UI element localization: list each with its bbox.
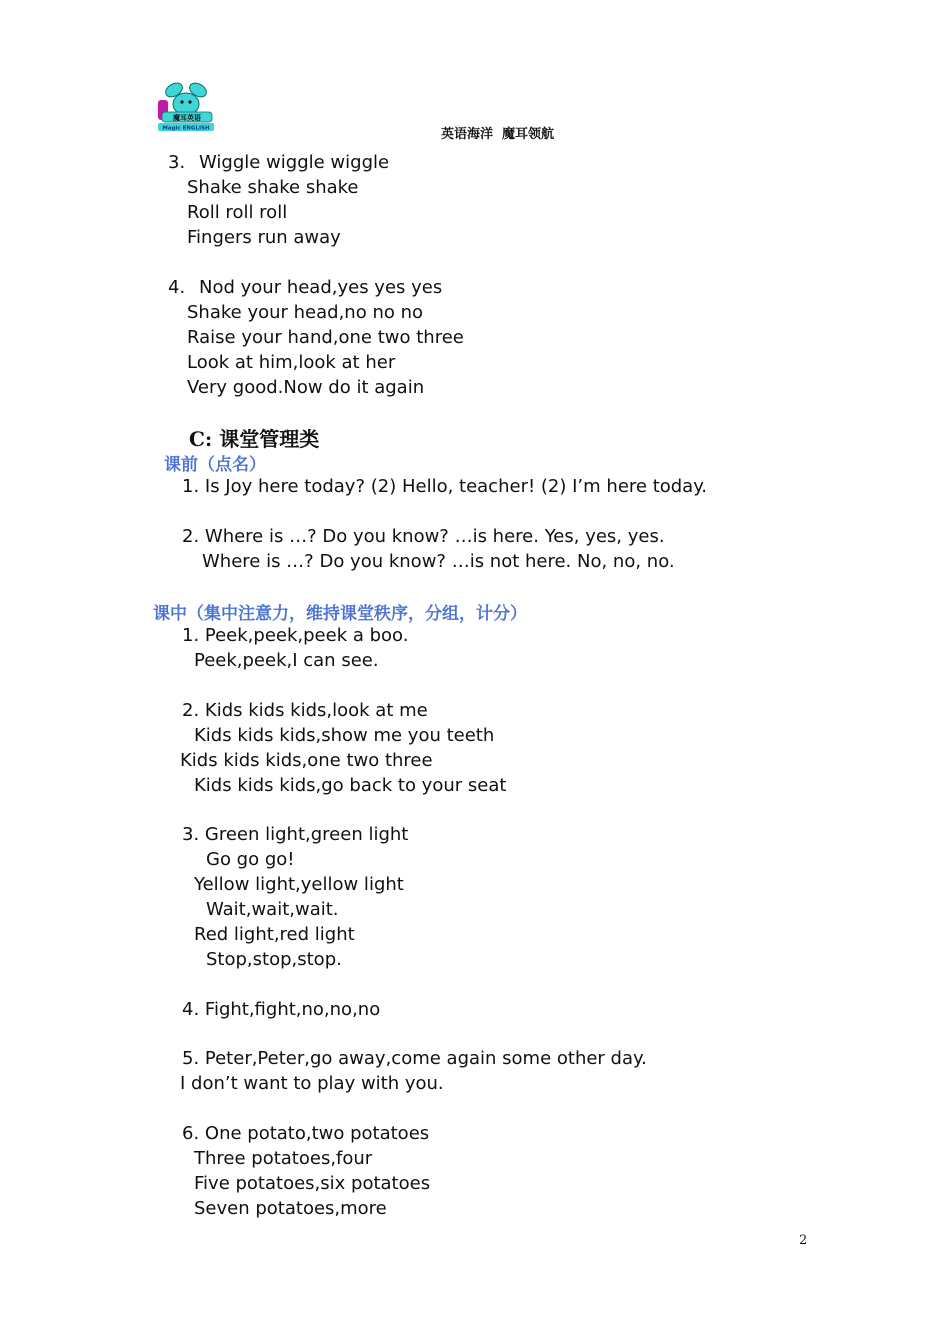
song-line: Raise your hand,one two three — [187, 327, 464, 348]
chant-line: 1. Peek,peek,peek a boo. — [182, 625, 409, 646]
song-line: Look at him,look at her — [187, 352, 396, 373]
chant-line: Five potatoes,six potatoes — [194, 1173, 431, 1194]
song-number: 4. — [168, 277, 186, 298]
bunny-logo-icon — [154, 78, 216, 136]
chant-line: Red light,red light — [194, 924, 355, 945]
section-c-title: C: 课堂管理类 — [189, 427, 320, 451]
chant-line: 3. Green light,green light — [182, 824, 409, 845]
chant-line: Three potatoes,four — [194, 1148, 373, 1169]
song-line: Shake shake shake — [187, 177, 359, 198]
during-class-heading: 课中（集中注意力，维持课堂秩序，分组，计分） — [153, 604, 527, 624]
chant-line: 6. One potato,two potatoes — [182, 1123, 430, 1144]
song-line: Nod your head,yes yes yes — [199, 277, 443, 298]
chant-line: 4. Fight,fight,no,no,no — [182, 999, 381, 1020]
chant-line: Kids kids kids,go back to your seat — [194, 775, 507, 796]
svg-text:Magic ENGLISH: Magic ENGLISH — [162, 125, 210, 132]
chant-line: 5. Peter,Peter,go away,come again some other day. — [182, 1048, 647, 1069]
song-line: Wiggle wiggle wiggle — [199, 152, 390, 173]
chant-line: Seven potatoes,more — [194, 1198, 387, 1219]
chant-line: Stop,stop,stop. — [206, 949, 342, 970]
before-class-heading: 课前（点名） — [164, 455, 266, 475]
svg-text:魔耳英语: 魔耳英语 — [173, 114, 201, 122]
chant-line: Kids kids kids,show me you teeth — [194, 725, 495, 746]
chant-line: Kids kids kids,one two three — [180, 750, 433, 771]
song-line: Very good.Now do it again — [187, 377, 425, 398]
chant-line: Wait,wait,wait. — [206, 899, 339, 920]
page-number: 2 — [799, 1233, 808, 1248]
rollcall-line: 2. Where is …? Do you know? …is here. Yes, yes, yes. — [182, 526, 665, 547]
rollcall-line: 1. Is Joy here today? (2) Hello, teacher! (2) I’m here today. — [182, 476, 708, 497]
chant-line: Yellow light,yellow light — [194, 874, 404, 895]
rollcall-line: Where is …? Do you know? …is not here. No, no, no. — [202, 551, 675, 572]
chant-line: Peek,peek,I can see. — [194, 650, 379, 671]
header-title: 英语海洋 魔耳领航 — [441, 127, 555, 142]
chant-line: 2. Kids kids kids,look at me — [182, 700, 428, 721]
song-number: 3. — [168, 152, 186, 173]
song-line: Fingers run away — [187, 227, 341, 248]
song-line: Roll roll roll — [187, 202, 288, 223]
chant-line: I don’t want to play with you. — [180, 1073, 444, 1094]
chant-line: Go go go! — [206, 849, 295, 870]
song-line: Shake your head,no no no — [187, 302, 424, 323]
